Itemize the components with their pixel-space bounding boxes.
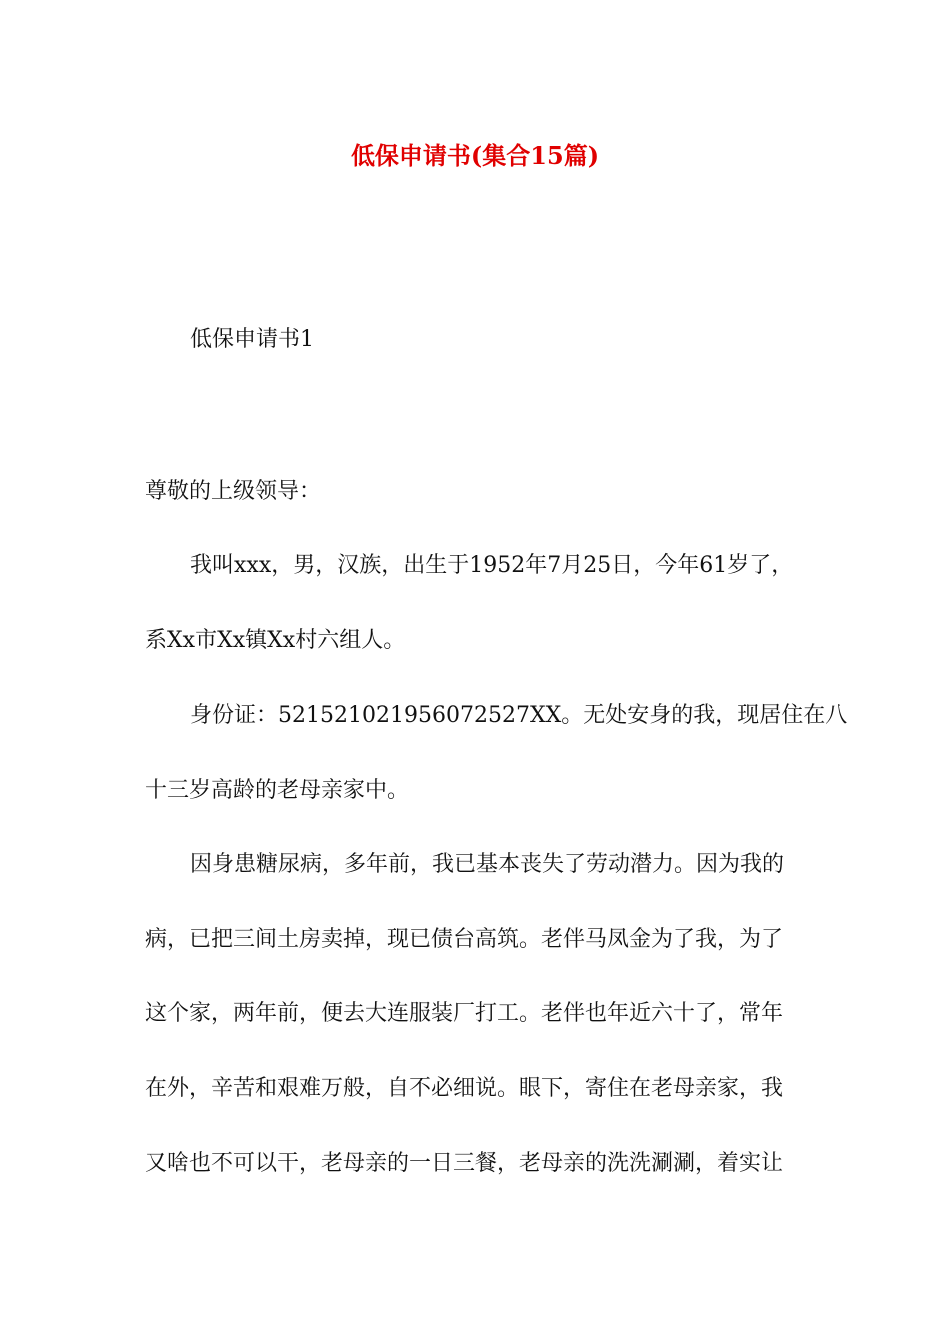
paragraph-line: 因身患糖尿病，多年前，我已基本丧失了劳动潜力。因为我的 (190, 852, 785, 877)
paragraph-line: 病，已把三间土房卖掉，现已债台高筑。老伴马凤金为了我，为了 (145, 927, 784, 952)
salutation: 尊敬的上级领导： (145, 479, 322, 504)
paragraph-line: 这个家，两年前，便去大连服装厂打工。老伴也年近六十了，常年 (145, 1001, 784, 1026)
paragraph-line: 我叫xxx，男，汉族，出生于1952年7月25日，今年61岁了， (190, 553, 794, 578)
paragraph-line: 系Xx市Xx镇Xx村六组人。 (145, 628, 406, 653)
paragraph-line: 身份证：52152102195607252​7XX。无处安身的我，现居住在八 (190, 703, 848, 728)
paragraph-line: 十三岁高龄的老母亲家中。 (145, 778, 410, 803)
paragraph-line: 在外，辛苦和艰难万般，自不必细说。眼下，寄住在老母亲家，我 (145, 1076, 784, 1101)
document-title: 低保申请书(集合15篇) (350, 141, 600, 170)
section-heading: 低保申请书1 (190, 327, 314, 352)
paragraph-line: 又啥也不可以干，老母亲的一日三餐，老母亲的洗洗涮涮，着实让 (145, 1151, 784, 1176)
